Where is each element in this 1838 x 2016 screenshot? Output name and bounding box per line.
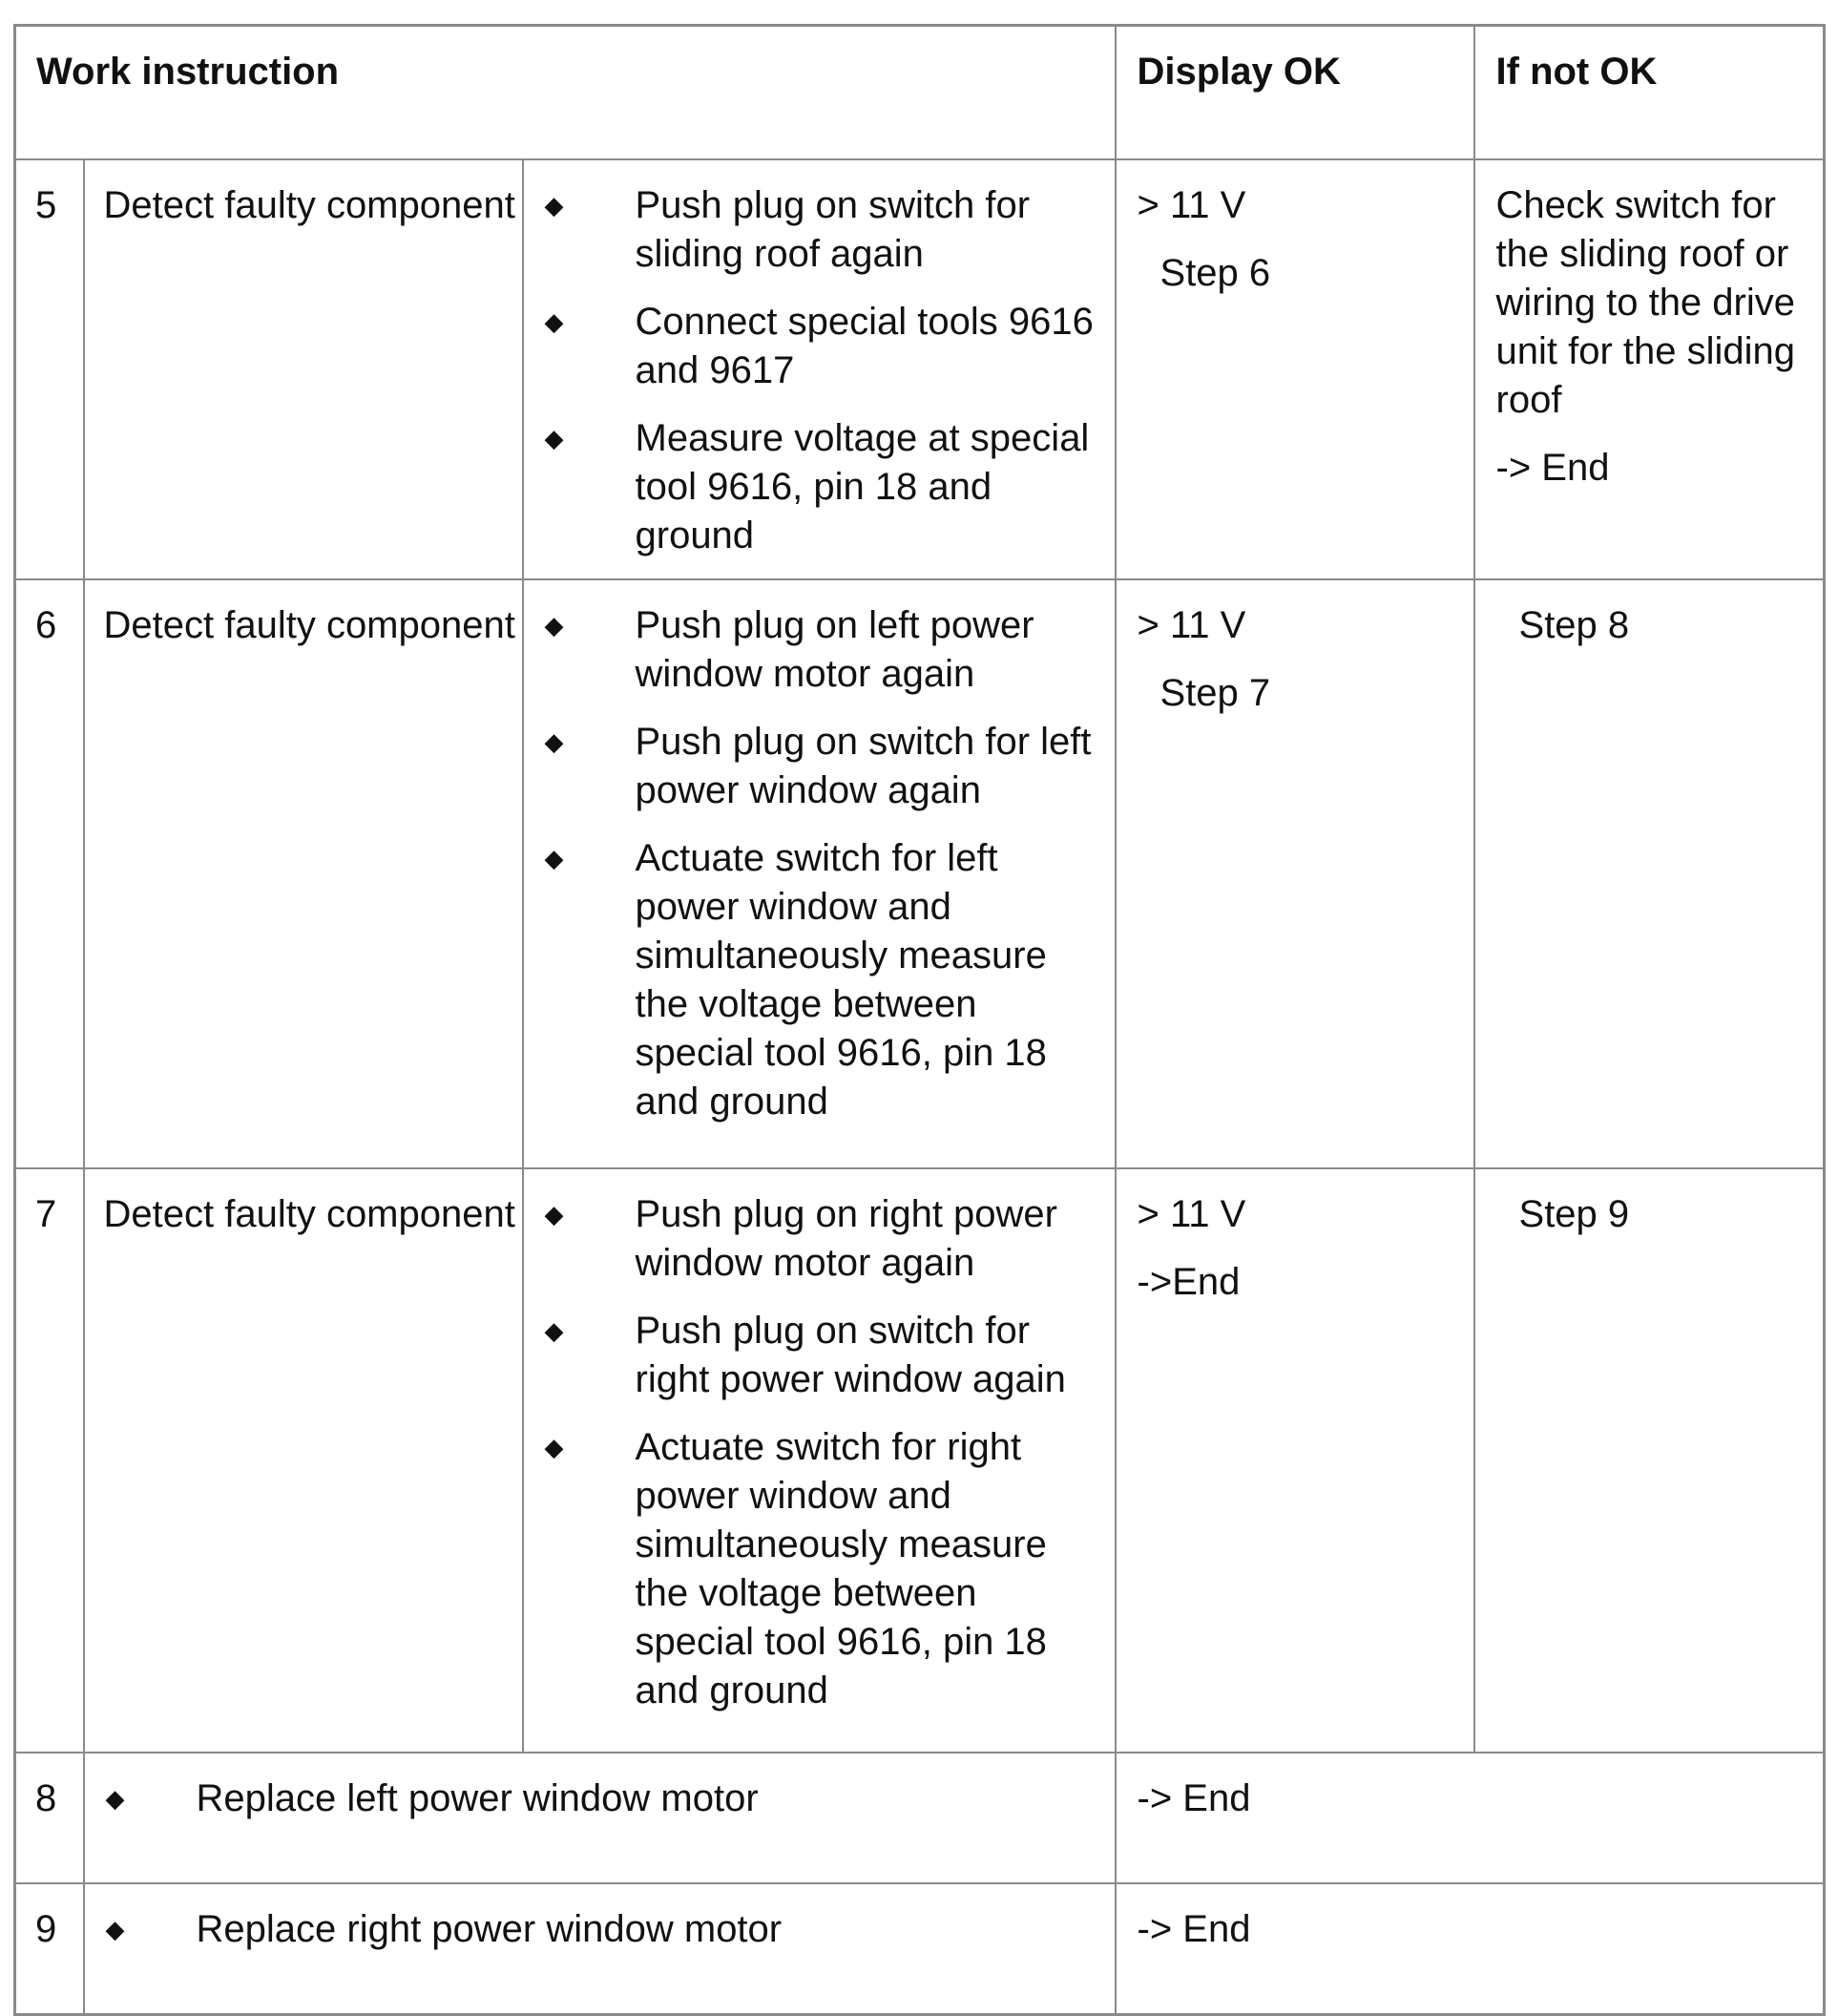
action-text: Push plug on right power window motor again [635,1193,1057,1284]
table-row [15,1883,1825,2015]
table-header-row [15,26,1825,160]
action-text: Push plug on switch for right power window again [635,1310,1066,1400]
step-description: Detect faulty component [84,159,523,579]
step-number: 8 [15,1753,84,1883]
not-ok-next-step: Step 8 [1518,604,1630,646]
not-ok-cell [1474,1168,1825,1753]
step-actions [523,579,1116,1168]
list-item [524,1190,1103,1288]
bullet-diamond-icon: ◆ [544,727,564,756]
bullet-diamond-icon: ◆ [544,307,564,336]
list-item [524,718,1103,815]
not-ok-next-step: -> End [1495,447,1610,489]
step-number: 7 [15,1168,84,1753]
ok-next-step: Step 7 [1159,672,1271,714]
table-row [15,1753,1825,1883]
list-item [524,298,1103,395]
table-row [15,1168,1825,1753]
bullet-diamond-icon: ◆ [544,424,564,452]
step-number: 5 [15,159,84,579]
display-ok-cell [1116,1168,1474,1753]
list-item [85,1905,1115,1954]
bullet-diamond-icon: ◆ [544,1433,564,1461]
ok-value: > 11 V [1137,1193,1246,1235]
bullet-diamond-icon: ◆ [544,191,564,220]
bullet-diamond-icon: ◆ [105,1784,125,1813]
bullet-diamond-icon: ◆ [544,1316,564,1345]
step-description: Detect faulty component [84,579,523,1168]
ok-value: > 11 V [1137,184,1246,226]
list-item [524,1423,1103,1715]
display-ok-cell: -> End [1116,1883,1825,2015]
bullet-diamond-icon: ◆ [544,844,564,872]
display-ok-cell [1116,159,1474,579]
action-text: Actuate switch for right power window and simultaneously measure the voltage between special tool 9616, pin 18 and ground [635,1426,1047,1712]
table-row [15,159,1825,579]
list-item [524,414,1103,560]
not-ok-cell [1474,579,1825,1168]
action-text: Measure voltage at special tool 9616, pin 18 and ground [635,417,1090,556]
ok-next-step: ->End [1137,1261,1241,1303]
bullet-diamond-icon: ◆ [105,1915,125,1943]
bullet-diamond-icon: ◆ [544,611,564,640]
list-item [524,181,1103,279]
table-row [15,579,1825,1168]
step-actions [523,1168,1116,1753]
action-text: Push plug on left power window motor again [635,604,1034,695]
list-item [524,1307,1103,1404]
action-text: Replace left power window motor [196,1777,759,1819]
not-ok-text: Check switch for the sliding roof or wiring to the drive unit for the sliding roof [1495,184,1796,421]
display-ok-cell [1116,579,1474,1168]
action-text: Push plug on switch for sliding roof again [635,184,1031,275]
list-item [524,601,1103,699]
header-if-not-ok: If not OK [1474,26,1825,160]
step-description: Detect faulty component [84,1168,523,1753]
action-text: Push plug on switch for left power window again [635,721,1092,811]
action-text: Connect special tools 9616 and 9617 [635,301,1094,391]
list-item [524,834,1103,1126]
step-actions [84,1883,1116,2015]
step-actions [84,1753,1116,1883]
list-item [85,1774,1115,1823]
work-instruction-table [13,24,1826,2016]
not-ok-cell [1474,159,1825,579]
ok-next-step: Step 6 [1159,252,1271,294]
step-number: 6 [15,579,84,1168]
action-text: Replace right power window motor [196,1908,783,1950]
display-ok-cell: -> End [1116,1753,1825,1883]
step-number: 9 [15,1883,84,2015]
action-text: Actuate switch for left power window and simultaneously measure the voltage between special tool 9616, pin 18 and ground [635,837,1047,1123]
step-actions [523,159,1116,579]
bullet-diamond-icon: ◆ [544,1200,564,1228]
header-work-instruction: Work instruction [15,26,1116,160]
not-ok-next-step: Step 9 [1518,1193,1630,1235]
header-display-ok: Display OK [1116,26,1474,160]
ok-value: > 11 V [1137,604,1246,646]
